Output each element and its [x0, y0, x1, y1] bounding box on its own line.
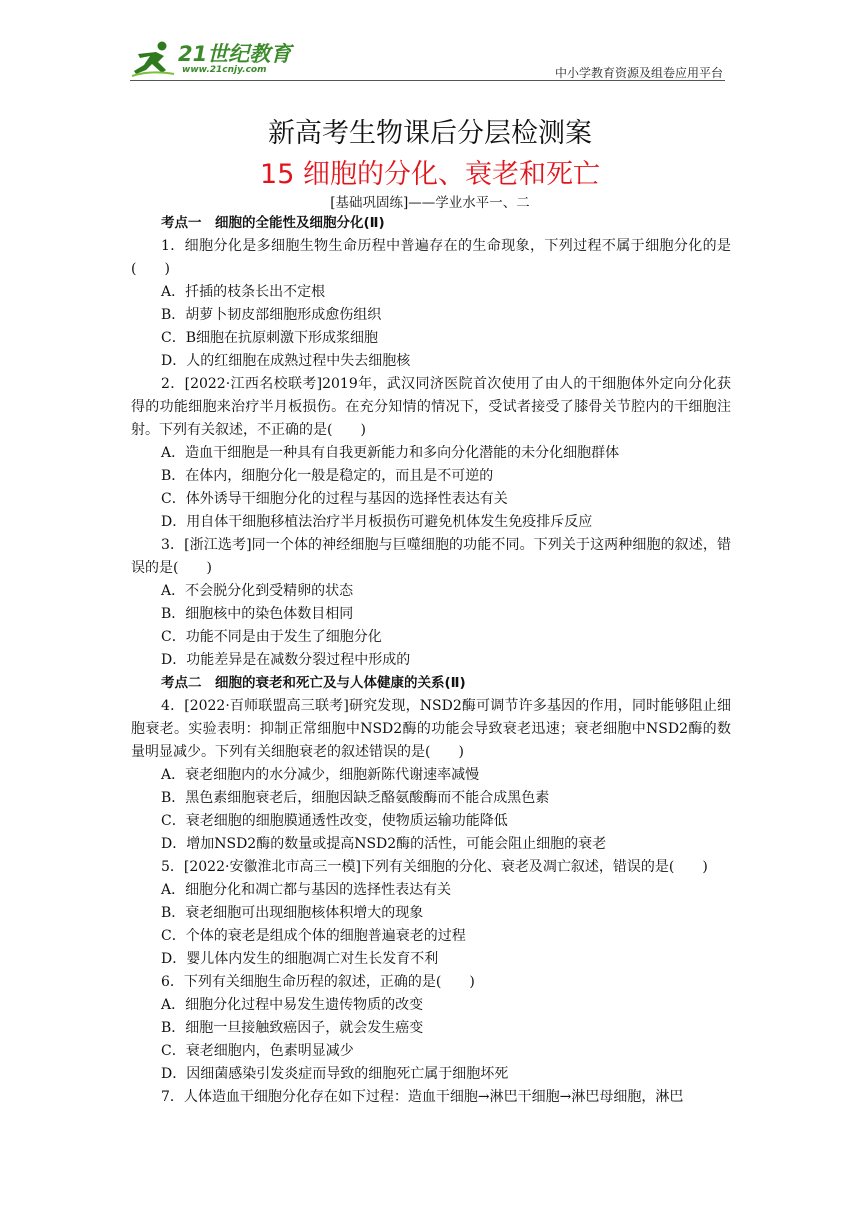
logo-text: 21世纪教育 [178, 42, 292, 66]
chapter-title: 15 细胞的分化、衰老和死亡 [260, 159, 600, 190]
site-name: 中小学教育资源及组卷应用平台 [554, 66, 723, 80]
option: D．婴儿体内发生的细胞凋亡对生长发育不利 [161, 951, 439, 967]
option: C．衰老细胞的细胞膜通透性改变，使物质运输功能降低 [161, 813, 508, 829]
option: B．衰老细胞可出现细胞核体积增大的现象 [161, 905, 424, 921]
option: D．用自体干细胞移植法治疗半月板损伤可避免机体发生免疫排斥反应 [161, 514, 593, 530]
logo-url: www.21cnjy.com [182, 65, 267, 75]
question-stem: 5．[2022·安徽淮北市高三一模]下列有关细胞的分化、衰老及凋亡叙述，错误的是( ) [161, 859, 708, 875]
question-stem: 6．下列有关细胞生命历程的叙述，正确的是( ) [161, 974, 475, 990]
question-stem: 4．[2022·百师联盟高三联考]研究发现，NSD2酶可调节许多基因的作用，同时能够阻止细胞衰老。实验表明：抑制正常细胞中NSD2酶的功能会导致衰老迅速；衰老细胞中NSD2酶的数量明显减少。下列有关细胞衰老的叙述错误的是( ) [131, 698, 731, 760]
option: A．扦插的枝条长出不定根 [161, 284, 326, 300]
question-stem: 1．细胞分化是多细胞生物生命历程中普遍存在的生命现象，下列过程不属于细胞分化的是( ) [131, 238, 731, 277]
option: A．造血干细胞是一种具有自我更新能力和多向分化潜能的未分化细胞群体 [161, 445, 620, 461]
option: A．细胞分化和凋亡都与基因的选择性表达有关 [161, 882, 452, 898]
question-stem: 2．[2022·江西名校联考]2019年，武汉同济医院首次使用了由人的干细胞体外定向分化获得的功能细胞来治疗半月板损伤。在充分知情的情况下，受试者接受了膝骨关节腔内的干细胞注射。下列有关叙述，不正确的是( ) [131, 376, 731, 438]
question-stem: 3．[浙江选考]同一个体的神经细胞与巨噬细胞的功能不同。下列关于这两种细胞的叙述，错误的是( ) [131, 537, 731, 576]
section-heading: 考点一 细胞的全能性及细胞分化(Ⅱ) [161, 215, 385, 231]
option: A．衰老细胞内的水分减少，细胞新陈代谢速率减慢 [161, 767, 480, 783]
option: C．个体的衰老是组成个体的细胞普遍衰老的过程 [161, 928, 466, 944]
option: D．因细菌感染引发炎症而导致的细胞死亡属于细胞坏死 [161, 1066, 509, 1082]
option: B．细胞一旦接触致癌因子，就会发生癌变 [161, 1020, 424, 1036]
option: B．在体内，细胞分化一般是稳定的，而且是不可逆的 [161, 468, 494, 484]
runner-logo-icon [130, 40, 176, 78]
option: A．不会脱分化到受精卵的状态 [161, 583, 354, 599]
question-list [131, 212, 731, 1109]
option: B．细胞核中的染色体数目相同 [161, 606, 354, 622]
page-header [130, 38, 725, 80]
page-title: 新高考生物课后分层检测案 [268, 118, 592, 149]
option: B．胡萝卜韧皮部细胞形成愈伤组织 [161, 307, 382, 323]
option: D．功能差异是在减数分裂过程中形成的 [161, 652, 411, 668]
option: D．人的红细胞在成熟过程中失去细胞核 [161, 353, 411, 369]
question-stem: 7．人体造血干细胞分化存在如下过程：造血干细胞→淋巴干细胞→淋巴母细胞，淋巴 [161, 1089, 684, 1105]
option: C．衰老细胞内，色素明显减少 [161, 1043, 354, 1059]
logo [130, 38, 300, 78]
option: D．增加NSD2酶的数量或提高NSD2酶的活性，可能会阻止细胞的衰老 [161, 836, 607, 852]
section-heading: 考点二 细胞的衰老和死亡及与人体健康的关系(Ⅱ) [161, 675, 466, 691]
option: C．功能不同是由于发生了细胞分化 [161, 629, 382, 645]
header-divider [130, 80, 725, 81]
subtitle: [基础巩固练]——学业水平一、二 [330, 195, 530, 211]
option: A．细胞分化过程中易发生遗传物质的改变 [161, 997, 424, 1013]
option: C．体外诱导干细胞分化的过程与基因的选择性表达有关 [161, 491, 508, 507]
option: B．黑色素细胞衰老后，细胞因缺乏酪氨酸酶而不能合成黑色素 [161, 790, 550, 806]
option: C．B细胞在抗原刺激下形成浆细胞 [161, 330, 378, 346]
